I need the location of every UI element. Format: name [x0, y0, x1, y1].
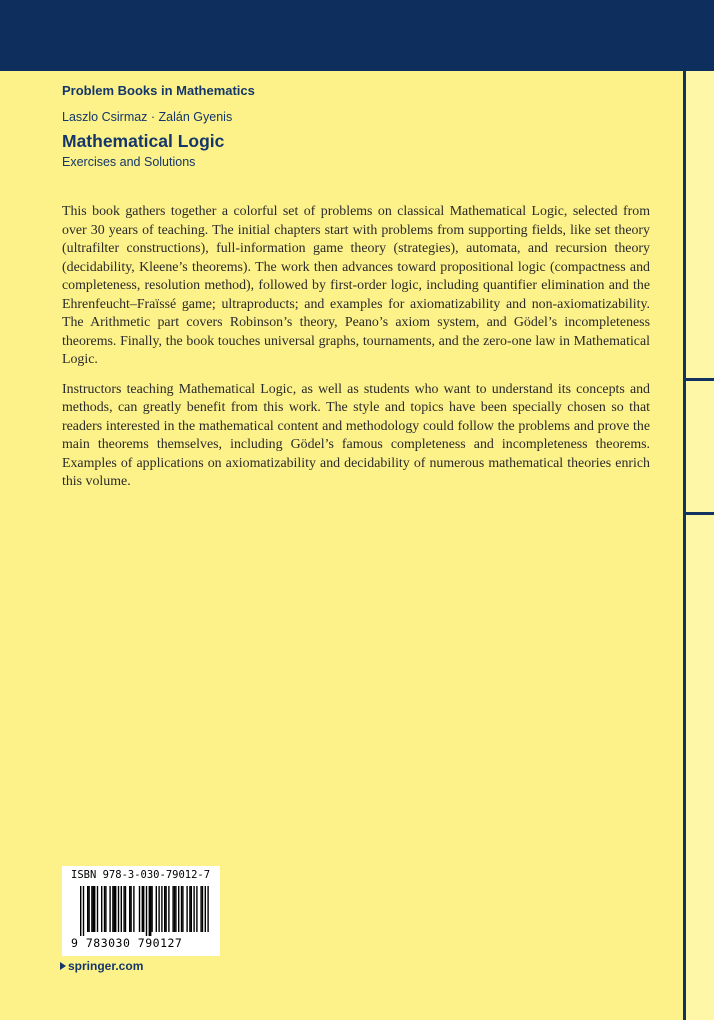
barcode-bar: [142, 886, 143, 932]
barcode-bar: [109, 886, 110, 932]
barcode-bar: [146, 886, 147, 936]
isbn-label: ISBN 978-3-030-79012-7: [71, 869, 211, 881]
barcode-bar: [143, 886, 144, 932]
barcode-bar: [80, 886, 81, 936]
barcode-bar: [182, 886, 183, 932]
barcode-bar: [112, 886, 113, 932]
spine-tick-lower: [683, 512, 714, 515]
arrow-right-icon: [60, 962, 66, 970]
barcode-bar: [200, 886, 201, 932]
barcode-bar: [175, 886, 176, 932]
barcode-bar: [94, 886, 95, 932]
barcode-bar: [168, 886, 169, 932]
barcode-bar: [150, 886, 151, 936]
barcode-bar: [139, 886, 140, 932]
barcode-bar: [93, 886, 94, 932]
barcode-bar: [172, 886, 173, 932]
barcode-bar: [165, 886, 166, 932]
barcode-bar: [115, 886, 116, 932]
barcode-bar: [186, 886, 187, 932]
spine-strip: [686, 71, 714, 1020]
barcode-bar: [156, 886, 157, 932]
barcode-bar: [189, 886, 190, 932]
barcode-bar: [97, 886, 98, 932]
series-name: Problem Books in Mathematics: [62, 83, 255, 98]
barcode-bar: [123, 886, 124, 932]
barcode-bar: [105, 886, 106, 932]
barcode-bar: [121, 886, 122, 932]
book-title: Mathematical Logic: [62, 131, 225, 151]
barcode-bar: [181, 886, 182, 932]
description-paragraph-1: This book gathers together a colorful set of problems on classical Mathematical Logic, selected from over 30 years of teaching. The initial chapters start with problems from supporting fields, like set theory (ultrafilter constructions), full-information game theory (strategies), automata, and recursion theory (decidability, Kleene’s theorems). The work then advances toward propositional logic (compactness and completeness, resolution method), followed by first-order logic, including quantifier elimination and the Ehrenfeucht–Fraïssé game; ultraproducts; and examples for axiomatizability and non-axiomatizability. The Arithmetic part covers Robinson’s theory, Peano’s axiom system, and Gödel’s incompleteness theorems. Finally, the book touches universal graphs, tournaments, and the zero-one law in Mathematical Logic.: [62, 204, 650, 367]
book-description: [62, 203, 650, 503]
barcode-bar: [129, 886, 130, 932]
publisher-website[interactable]: [60, 959, 143, 973]
barcode-bar: [164, 886, 165, 932]
barcode-bar: [133, 886, 134, 932]
barcode-bar: [87, 886, 88, 932]
barcode-bar: [178, 886, 179, 932]
barcode-bars: [62, 886, 220, 936]
barcode-bar: [158, 886, 159, 932]
spine-tick-upper: [683, 378, 714, 381]
barcode-bar: [191, 886, 192, 932]
book-subtitle: Exercises and Solutions: [62, 155, 196, 169]
barcode-bar: [193, 886, 194, 932]
barcode-bar: [202, 886, 203, 932]
barcode-bar: [114, 886, 115, 932]
barcode-bar: [174, 886, 175, 932]
isbn-barcode-box: [62, 866, 220, 956]
barcode-bar: [151, 886, 152, 932]
barcode-bar: [91, 886, 92, 932]
barcode-bar: [207, 886, 208, 932]
top-color-band: [0, 0, 714, 71]
barcode-bar: [161, 886, 162, 932]
barcode-digits: 9 783030 790127: [71, 936, 183, 950]
barcode-bar: [88, 886, 89, 932]
barcode-bar: [104, 886, 105, 932]
barcode-bar: [101, 886, 102, 932]
barcode-bar: [130, 886, 131, 932]
barcode-bar: [118, 886, 119, 932]
barcode-bar: [83, 886, 84, 936]
barcode-bar: [205, 886, 206, 932]
spine-line: [683, 71, 686, 1020]
authors: Laszlo Csirmaz · Zalán Gyenis: [62, 110, 233, 124]
description-paragraph-2: Instructors teaching Mathematical Logic, as well as students who want to understand its concepts and methods, can greatly benefit from this work. The style and topics have been specially chosen so that readers interested in the mathematical content and methodology could follow the problems and prove the main theorems themselves, including Gödel’s famous completeness and incompleteness theorems. Examples of applications on axiomatizability and decidability of numerous mathematical theories enrich this volume.: [62, 381, 650, 489]
website-label: springer.com: [68, 959, 144, 973]
barcode-bar: [149, 886, 150, 936]
barcode-bar: [196, 886, 197, 932]
barcode-bar: [125, 886, 126, 932]
